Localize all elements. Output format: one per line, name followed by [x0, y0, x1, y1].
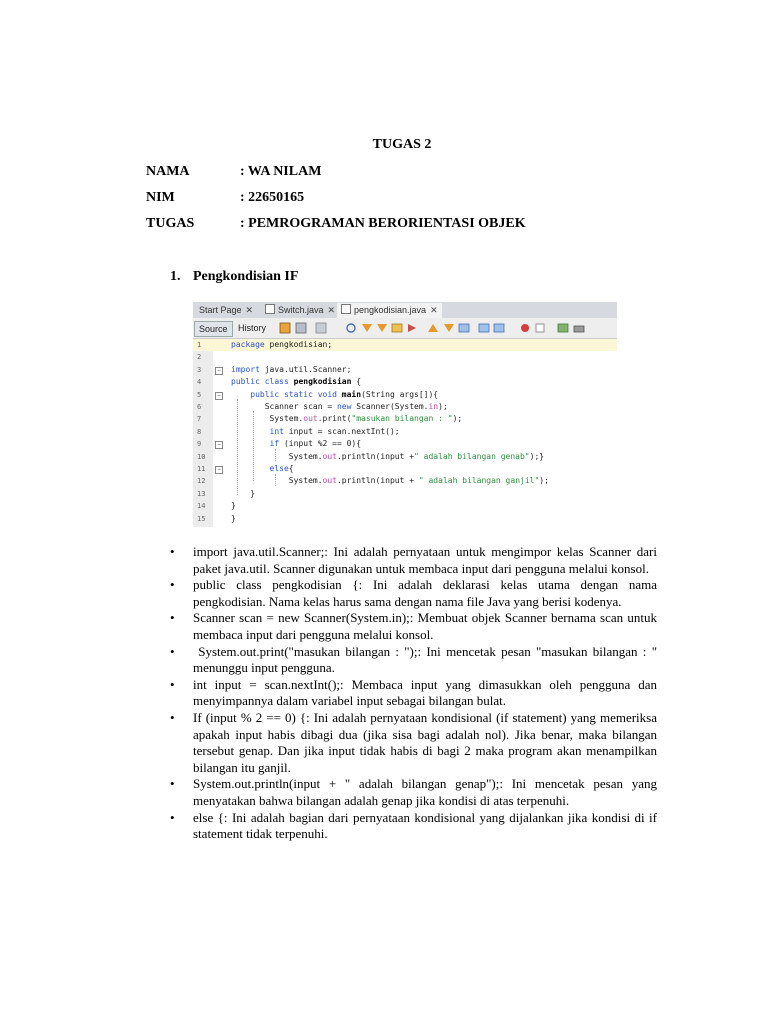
- code-line: 15 }: [197, 513, 236, 523]
- list-item: • System.out.println(input + " adalah bilangan genap");: Ini mencetak pesan yang menyatakan bahwa bilangan adalah genap jika kondisi di atas terpenuhi.: [170, 776, 657, 809]
- toolbar-icon: [408, 324, 416, 332]
- list-item: • int input = scan.nextInt();: Membaca input yang dimasukkan oleh pengguna dan menyimpannya dalam variabel input sebagai bilangan bulat.: [170, 677, 657, 710]
- toolbar-icon: [558, 324, 568, 332]
- section-title: Pengkondisian IF: [193, 269, 299, 284]
- fold-toggle-icon[interactable]: −: [215, 367, 223, 375]
- explanation-list: [170, 544, 661, 843]
- info-label: TUGAS: [146, 216, 195, 231]
- code-line: 2: [197, 353, 202, 362]
- tab-start-page[interactable]: Start Page ✕: [199, 305, 254, 315]
- info-value: : WA NILAM: [240, 164, 322, 179]
- code-line: 3 − import java.util.Scanner;: [197, 364, 352, 374]
- toolbar-icon: [377, 324, 387, 332]
- close-icon[interactable]: ✕: [327, 305, 336, 315]
- code-editor[interactable]: [193, 339, 617, 527]
- code-line: 13 }: [197, 488, 256, 498]
- java-file-icon: [341, 304, 351, 314]
- toolbar-icon: [316, 323, 326, 333]
- section-heading: [170, 269, 298, 285]
- toolbar-icons[interactable]: [278, 322, 613, 334]
- info-row-nim: [146, 190, 304, 206]
- code-line: 6 Scanner scan = new Scanner(System.in);: [197, 402, 448, 411]
- code-line: 12 System.out.println(input + " adalah bilangan ganjil");: [197, 476, 549, 486]
- toolbar-icon: [392, 324, 402, 332]
- fold-toggle-icon[interactable]: −: [215, 441, 223, 449]
- toolbar-icon: [574, 326, 584, 332]
- code-line: 7 System.out.print("masukan bilangan : ");: [197, 414, 463, 424]
- code-line: 5 − public static void main(String args[]){: [197, 389, 439, 399]
- list-item: • System.out.print("masukan bilangan : ");: Ini mencetak pesan "masukan bilangan : " menunggu input pengguna.: [170, 644, 657, 677]
- close-icon[interactable]: ✕: [430, 305, 438, 315]
- toolbar-icon: [347, 324, 355, 332]
- document-title: TUGAS 2: [372, 137, 432, 152]
- list-item: • Scanner scan = new Scanner(System.in);: Membuat objek Scanner bernama scan untuk membaca input dari pengguna melalui konsol.: [170, 610, 657, 643]
- close-icon[interactable]: ✕: [245, 305, 254, 315]
- editor-tab-bar: [193, 302, 617, 318]
- list-item: • import java.util.Scanner;: Ini adalah pernyataan untuk mengimpor kelas Scanner dari paket java.util. Scanner digunakan untuk membaca input dari pengguna melalui konsol.: [170, 544, 657, 577]
- info-value: : 22650165: [240, 190, 305, 205]
- toolbar-icon: [444, 324, 454, 332]
- fold-toggle-icon[interactable]: −: [215, 392, 223, 400]
- java-file-icon: [265, 304, 275, 314]
- toolbar-icon: [296, 323, 306, 333]
- stop-macro-icon: [536, 324, 544, 332]
- code-line: 10 System.out.println(input +" adalah bilangan genab");}: [197, 451, 545, 461]
- editor-toolbar: [193, 318, 617, 339]
- toolbar-icon: [479, 324, 489, 332]
- code-line: 9 − if (input %2 == 0){: [197, 439, 362, 449]
- toolbar-icon: [494, 324, 504, 332]
- fold-toggle-icon[interactable]: −: [215, 466, 223, 474]
- section-number: 1.: [170, 269, 181, 284]
- history-view-button[interactable]: History: [238, 323, 267, 333]
- list-item: • If (input % 2 == 0) {: Ini adalah pernyataan kondisional (if statement) yang memeriksa apakah input habis dibagi dua (jika sisa bagi adalah nol). Jika benar, maka bilangan tersebut genap. Dan jika input tidak habis di bagi 2 maka program akan menampilkan bilangan itu ganjil.: [170, 710, 657, 776]
- toolbar-icon: [459, 324, 469, 332]
- info-row-tugas: [146, 216, 526, 232]
- list-item: • else {: Ini adalah bagian dari pernyataan kondisional yang dijalankan jika kondisi di if statement tidak terpenuhi.: [170, 810, 657, 843]
- info-label: NAMA: [146, 164, 190, 179]
- info-row-nama: [146, 164, 321, 180]
- code-line: 8 int input = scan.nextInt();: [197, 426, 400, 436]
- code-line: 11 − else{: [197, 464, 294, 473]
- toolbar-icon: [362, 324, 372, 332]
- toolbar-icon: [428, 324, 438, 332]
- list-item: • public class pengkodisian {: Ini adalah deklarasi kelas utama dengan nama pengkodisian. Nama kelas harus sama dengan nama file Java yang berisi kodenya.: [170, 577, 657, 610]
- tab-switch-java[interactable]: Switch.java ✕: [261, 303, 339, 318]
- code-line: 14 }: [197, 501, 236, 511]
- source-view-button[interactable]: Source: [194, 321, 233, 337]
- ide-screenshot: [193, 302, 617, 527]
- record-macro-icon: [521, 324, 529, 332]
- tab-pengkodisian-java[interactable]: pengkodisian.java ✕: [337, 303, 442, 318]
- info-label: NIM: [146, 190, 175, 205]
- toolbar-icon: [280, 323, 290, 333]
- code-line: 1 package pengkodisian;: [193, 339, 617, 351]
- code-line: 4 public class pengkodisian {: [197, 377, 362, 387]
- info-value: : PEMROGRAMAN BERORIENTASI OBJEK: [240, 216, 526, 231]
